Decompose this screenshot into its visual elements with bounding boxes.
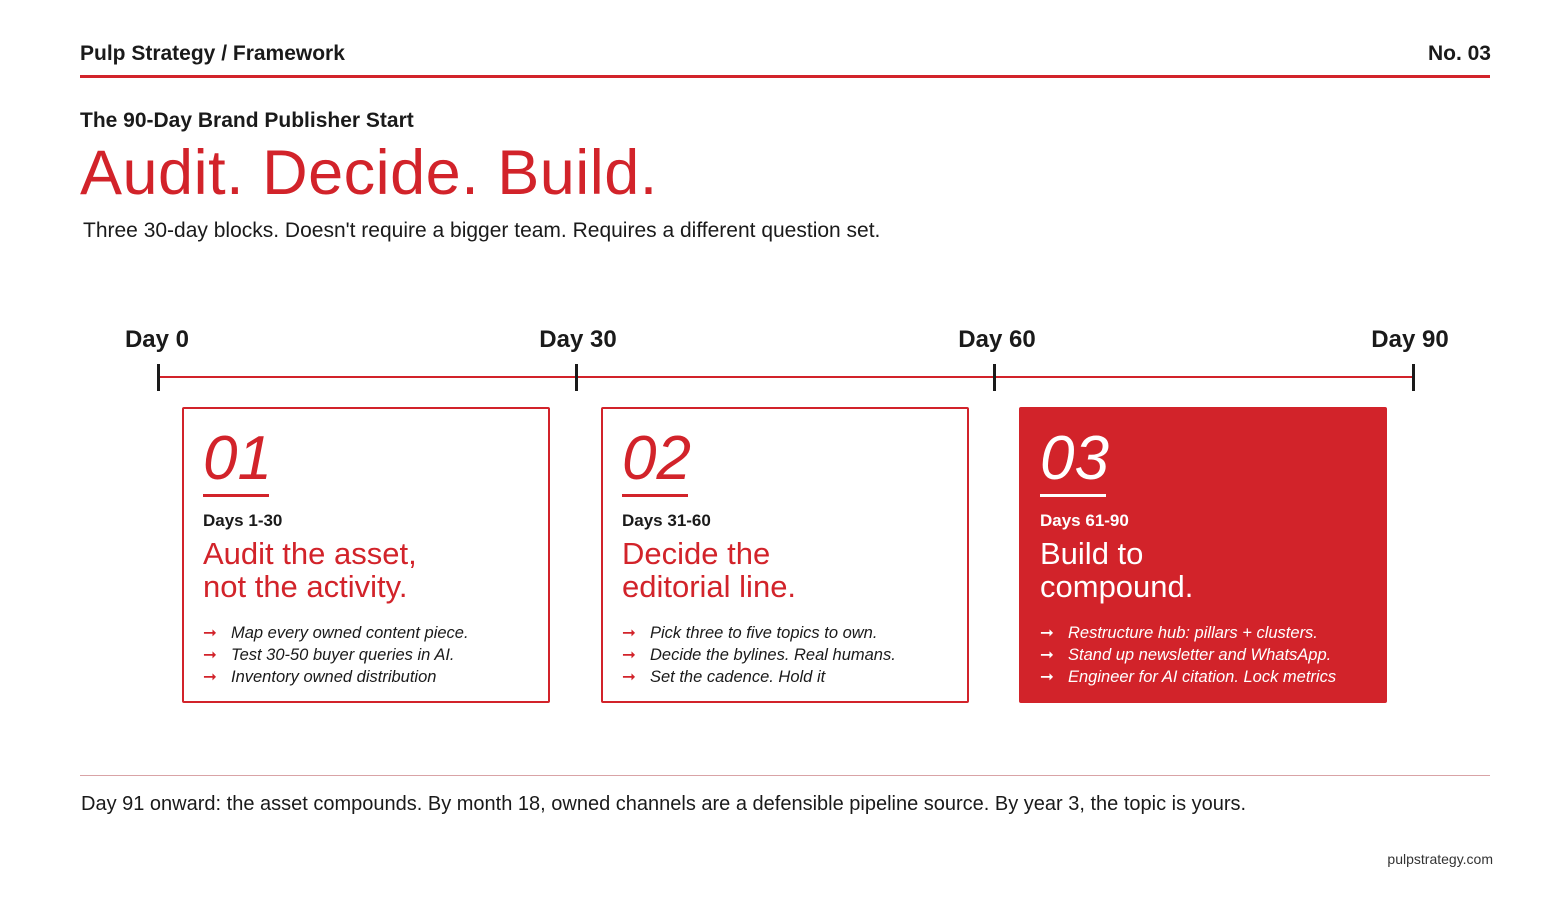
header-divider: [80, 75, 1490, 78]
phase-days: Days 31-60: [622, 511, 711, 530]
list-item-text: Test 30-50 buyer queries in AI.: [231, 646, 455, 664]
list-item-text: Pick three to five topics to own.: [650, 624, 878, 642]
list-item-text: Stand up newsletter and WhatsApp.: [1068, 646, 1332, 664]
timeline-label-day-0: Day 0: [124, 326, 190, 353]
footer-divider: [80, 775, 1490, 776]
phase-days: Days 61-90: [1040, 511, 1129, 530]
arrow-right-icon: ➞: [1040, 646, 1054, 664]
phase-title-line: compound.: [1040, 569, 1194, 604]
list-item: [1040, 666, 1336, 688]
phase-card-audit: [182, 407, 550, 703]
issue-number: No. 03: [1427, 42, 1491, 65]
page-subhead: Three 30-day blocks. Doesn't require a bigger team. Requires a different question set.: [83, 219, 881, 242]
list-item: [203, 644, 469, 666]
phase-number-divider: [203, 494, 269, 497]
list-item-text: Engineer for AI citation. Lock metrics: [1068, 668, 1337, 686]
phase-days: Days 1-30: [203, 511, 283, 530]
arrow-right-icon: ➞: [622, 668, 636, 686]
list-item: [1040, 644, 1336, 666]
phase-title: [1040, 537, 1370, 603]
arrow-right-icon: ➞: [622, 646, 636, 664]
list-item: [1040, 622, 1336, 644]
timeline-line: [158, 376, 1413, 378]
list-item-text: Restructure hub: pillars + clusters.: [1068, 624, 1318, 642]
timeline-tick: [1412, 364, 1415, 391]
phase-title: [622, 537, 952, 603]
timeline-tick: [993, 364, 996, 391]
list-item: [622, 644, 896, 666]
footer-statement: Day 91 onward: the asset compounds. By month 18, owned channels are a defensible pipeline source. By year 3, the topic is yours.: [81, 793, 1247, 815]
list-item: [622, 666, 896, 688]
phase-title: [203, 537, 533, 603]
phase-number: 01: [203, 424, 272, 493]
list-item-text: Inventory owned distribution: [231, 668, 437, 686]
timeline-label-day-60: Day 60: [958, 326, 1036, 353]
list-item: [622, 622, 896, 644]
timeline-tick: [157, 364, 160, 391]
list-item: [203, 666, 469, 688]
phase-number-divider: [622, 494, 688, 497]
phase-card-decide: [601, 407, 969, 703]
arrow-right-icon: ➞: [1040, 624, 1054, 642]
phase-task-list: [1040, 622, 1336, 688]
arrow-right-icon: ➞: [203, 624, 217, 642]
list-item-text: Map every owned content piece.: [231, 624, 469, 642]
eyebrow-title: The 90-Day Brand Publisher Start: [80, 109, 414, 132]
list-item: [203, 622, 469, 644]
site-url: pulpstrategy.com: [1387, 851, 1493, 867]
list-item-text: Decide the bylines. Real humans.: [650, 646, 896, 664]
phase-task-list: [203, 622, 469, 688]
phase-title-line: not the activity.: [203, 569, 408, 604]
phase-title-line: Build to: [1040, 536, 1144, 571]
page-headline: Audit. Decide. Build.: [80, 138, 658, 208]
timeline-label-day-30: Day 30: [539, 326, 617, 353]
arrow-right-icon: ➞: [203, 668, 217, 686]
arrow-right-icon: ➞: [203, 646, 217, 664]
phase-number: 03: [1040, 424, 1109, 493]
timeline-label-day-90: Day 90: [1371, 326, 1449, 353]
timeline-tick: [575, 364, 578, 391]
phase-task-list: [622, 622, 896, 688]
phase-number-divider: [1040, 494, 1106, 497]
arrow-right-icon: ➞: [622, 624, 636, 642]
phase-number: 02: [622, 424, 691, 493]
arrow-right-icon: ➞: [1040, 668, 1054, 686]
phase-title-line: editorial line.: [622, 569, 797, 604]
phase-title-line: Decide the: [622, 536, 771, 571]
brand-title: Pulp Strategy / Framework: [80, 42, 345, 65]
phase-title-line: Audit the asset,: [203, 536, 417, 571]
list-item-text: Set the cadence. Hold it: [650, 668, 826, 686]
phase-card-build: [1019, 407, 1387, 703]
